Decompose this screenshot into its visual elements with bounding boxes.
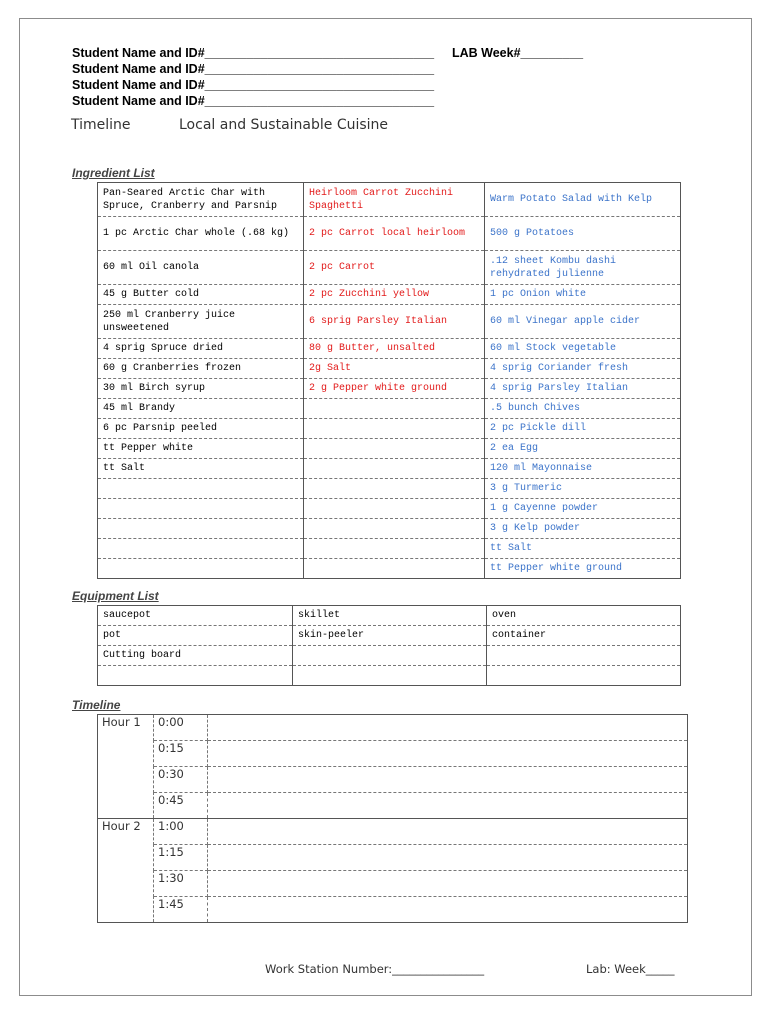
ingredient-cell-3: 60 ml Stock vegetable	[485, 339, 681, 359]
ingredient-row	[98, 305, 681, 339]
ingredient-cell-1: 4 sprig Spruce dried	[98, 339, 304, 359]
ingredient-cell-1: 250 ml Cranberry juice unsweetened	[98, 305, 304, 339]
ingredient-cell-3: 1 pc Onion white	[485, 285, 681, 305]
equipment-row	[98, 606, 681, 626]
student-name-line-4: Student Name and ID#_________________________________	[72, 94, 435, 108]
ingredient-cell-1: 60 g Cranberries frozen	[98, 359, 304, 379]
equipment-cell: skillet	[293, 606, 487, 626]
timeline-entry-field[interactable]	[208, 741, 688, 767]
ingredient-cell-1	[98, 499, 304, 519]
ingredient-cell-3: .12 sheet Kombu dashi rehydrated julienne	[485, 251, 681, 285]
equipment-cell	[487, 666, 681, 686]
ingredient-cell-1: 30 ml Birch syrup	[98, 379, 304, 399]
time-slot-label: 0:30	[154, 767, 208, 793]
ingredient-header-row	[98, 183, 681, 217]
timeline-row	[98, 897, 688, 923]
ingredient-row	[98, 379, 681, 399]
timeline-label: Timeline	[72, 698, 121, 712]
ingredient-cell-1	[98, 519, 304, 539]
timeline-row	[98, 845, 688, 871]
ingredient-row	[98, 519, 681, 539]
student-name-line-3: Student Name and ID#_________________________________	[72, 78, 435, 92]
dish-title-2: Heirloom Carrot Zucchini Spaghetti	[304, 183, 485, 217]
timeline-row	[98, 793, 688, 819]
time-slot-label: 0:00	[154, 715, 208, 741]
dish-title-3: Warm Potato Salad with Kelp	[485, 183, 681, 217]
ingredient-row	[98, 359, 681, 379]
ingredient-cell-3: 500 g Potatoes	[485, 217, 681, 251]
timeline-entry-field[interactable]	[208, 715, 688, 741]
equipment-cell	[98, 666, 293, 686]
time-slot-label: 1:45	[154, 897, 208, 923]
equipment-row	[98, 626, 681, 646]
ingredient-cell-3: 60 ml Vinegar apple cider	[485, 305, 681, 339]
equipment-row	[98, 666, 681, 686]
time-slot-label: 1:00	[154, 819, 208, 845]
ingredient-cell-3: 2 ea Egg	[485, 439, 681, 459]
ingredient-list-label: Ingredient List	[72, 166, 155, 180]
equipment-table	[97, 605, 681, 686]
timeline-entry-field[interactable]	[208, 793, 688, 819]
timeline-row	[98, 715, 688, 741]
ingredient-row	[98, 499, 681, 519]
time-slot-label: 0:15	[154, 741, 208, 767]
page-title	[71, 117, 388, 133]
ingredient-table	[97, 182, 681, 579]
equipment-cell	[487, 646, 681, 666]
ingredient-cell-3: 3 g Kelp powder	[485, 519, 681, 539]
ingredient-cell-2: 2g Salt	[304, 359, 485, 379]
ingredient-row	[98, 559, 681, 579]
ingredient-cell-2	[304, 459, 485, 479]
ingredient-cell-2	[304, 519, 485, 539]
footer-lab-week: Lab: Week_____	[586, 962, 675, 976]
ingredient-cell-1: 6 pc Parsnip peeled	[98, 419, 304, 439]
ingredient-cell-1: tt Salt	[98, 459, 304, 479]
time-slot-label: 0:45	[154, 793, 208, 819]
ingredient-cell-2: 2 g Pepper white ground	[304, 379, 485, 399]
ingredient-cell-2	[304, 419, 485, 439]
equipment-cell	[293, 646, 487, 666]
ingredient-cell-2	[304, 479, 485, 499]
ingredient-cell-2: 2 pc Zucchini yellow	[304, 285, 485, 305]
ingredient-cell-3: 2 pc Pickle dill	[485, 419, 681, 439]
equipment-cell: oven	[487, 606, 681, 626]
ingredient-row	[98, 339, 681, 359]
ingredient-cell-1: tt Pepper white	[98, 439, 304, 459]
equipment-cell: container	[487, 626, 681, 646]
timeline-row	[98, 767, 688, 793]
ingredient-cell-2: 2 pc Carrot local heirloom	[304, 217, 485, 251]
ingredient-cell-1: 60 ml Oil canola	[98, 251, 304, 285]
ingredient-cell-2: 2 pc Carrot	[304, 251, 485, 285]
ingredient-cell-1: 45 g Butter cold	[98, 285, 304, 305]
equipment-row	[98, 646, 681, 666]
timeline-table	[97, 714, 688, 923]
timeline-row	[98, 871, 688, 897]
equipment-cell: Cutting board	[98, 646, 293, 666]
equipment-cell	[293, 666, 487, 686]
ingredient-row	[98, 459, 681, 479]
timeline-entry-field[interactable]	[208, 767, 688, 793]
equipment-cell: pot	[98, 626, 293, 646]
ingredient-cell-3: 4 sprig Coriander fresh	[485, 359, 681, 379]
ingredient-row	[98, 539, 681, 559]
timeline-entry-field[interactable]	[208, 897, 688, 923]
ingredient-row	[98, 419, 681, 439]
hour-label: Hour 2	[98, 819, 154, 923]
timeline-entry-field[interactable]	[208, 845, 688, 871]
time-slot-label: 1:30	[154, 871, 208, 897]
ingredient-row	[98, 285, 681, 305]
ingredient-cell-3: 120 ml Mayonnaise	[485, 459, 681, 479]
ingredient-row	[98, 439, 681, 459]
work-station-field: Work Station Number:________________	[265, 962, 485, 976]
ingredient-cell-1	[98, 539, 304, 559]
title-timeline: Timeline	[71, 117, 131, 133]
ingredient-cell-3: .5 bunch Chives	[485, 399, 681, 419]
dish-title-1: Pan-Seared Arctic Char with Spruce, Cranberry and Parsnip	[98, 183, 304, 217]
equipment-cell: saucepot	[98, 606, 293, 626]
student-name-line-1: Student Name and ID#_________________________________	[72, 46, 435, 60]
timeline-row	[98, 741, 688, 767]
ingredient-cell-2	[304, 539, 485, 559]
ingredient-cell-3: tt Salt	[485, 539, 681, 559]
ingredient-cell-1	[98, 559, 304, 579]
ingredient-cell-2	[304, 439, 485, 459]
hour-label: Hour 1	[98, 715, 154, 819]
ingredient-cell-2: 6 sprig Parsley Italian	[304, 305, 485, 339]
ingredient-cell-3: 4 sprig Parsley Italian	[485, 379, 681, 399]
lab-week-field: LAB Week#_________	[452, 46, 584, 60]
student-name-line-2: Student Name and ID#_________________________________	[72, 62, 435, 76]
ingredient-cell-1: 1 pc Arctic Char whole (.68 kg)	[98, 217, 304, 251]
title-cuisine: Local and Sustainable Cuisine	[179, 117, 389, 133]
ingredient-cell-3: 3 g Turmeric	[485, 479, 681, 499]
ingredient-row	[98, 479, 681, 499]
ingredient-row	[98, 217, 681, 251]
ingredient-cell-2: 80 g Butter, unsalted	[304, 339, 485, 359]
equipment-list-label: Equipment List	[72, 589, 159, 603]
ingredient-cell-2	[304, 499, 485, 519]
ingredient-cell-2	[304, 399, 485, 419]
ingredient-cell-1	[98, 479, 304, 499]
timeline-entry-field[interactable]	[208, 871, 688, 897]
ingredient-row	[98, 251, 681, 285]
ingredient-cell-1: 45 ml Brandy	[98, 399, 304, 419]
equipment-cell: skin-peeler	[293, 626, 487, 646]
ingredient-cell-3: 1 g Cayenne powder	[485, 499, 681, 519]
ingredient-row	[98, 399, 681, 419]
ingredient-cell-2	[304, 559, 485, 579]
time-slot-label: 1:15	[154, 845, 208, 871]
ingredient-cell-3: tt Pepper white ground	[485, 559, 681, 579]
timeline-entry-field[interactable]	[208, 819, 688, 845]
timeline-row	[98, 819, 688, 845]
